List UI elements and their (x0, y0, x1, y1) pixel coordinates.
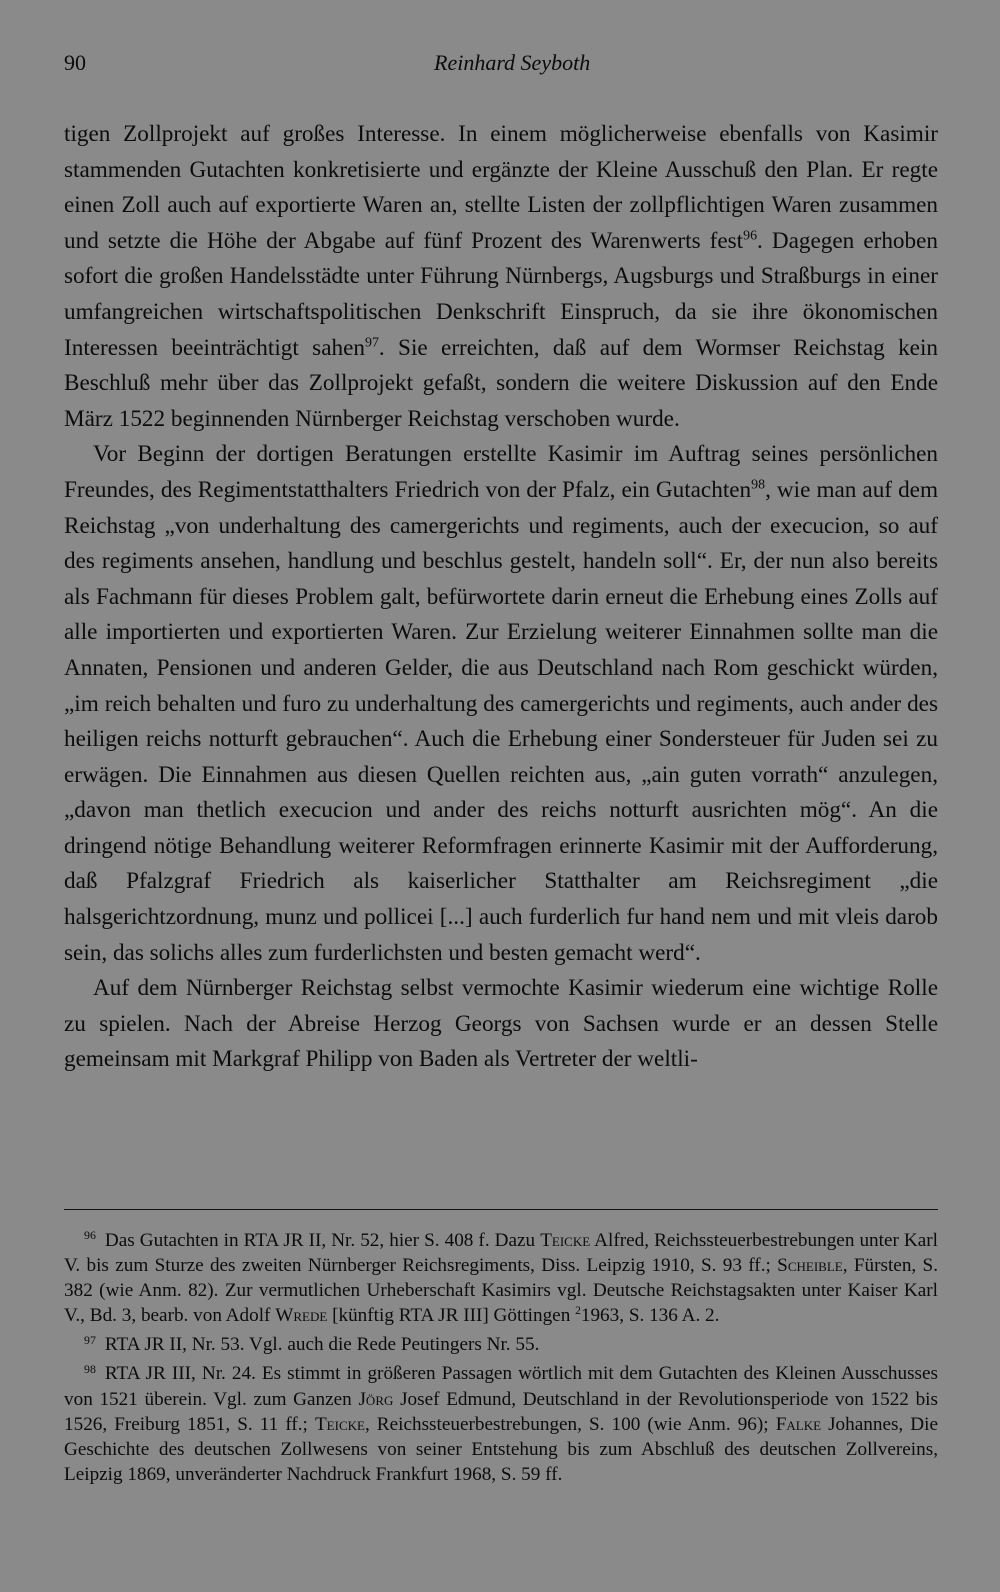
text-run: Josef Edmund, Deutschland in der Revolutionsperiode von 1522 bis 1526, Freiburg 1851, S. 11 ff.; (64, 1388, 938, 1435)
text-run: . Sie erreichten, daß auf dem Wormser Reichstag kein Beschluß mehr über das Zollprojekt gefaßt, sondern die weitere Diskussion auf den Ende März 1522 beginnenden Nürnberger Reichstag verschoben wurde. (64, 334, 938, 432)
footnote-number: 97 (84, 1332, 96, 1347)
text-run: 1963, S. 136 A. 2. (580, 1305, 720, 1327)
text-run: tigen Zollprojekt auf großes Interesse. In einem möglicherweise ebenfalls von Kasimir stammenden Gutachten konkretisierte und ergänzte der Kleine Ausschuß den Plan. Er regte einen Zoll auch auf exportierte Waren an, stellte Listen der zollpflichtigen Waren zusammen und setzte die Höhe der Abgabe auf fünf Prozent des Warenwerts fest (64, 121, 938, 254)
text-run: Alfred, Reichssteuerbestrebungen unter Karl V. bis zum Sturze des zweiten Nürnberger Reichsregiments, Diss. Leipzig 1910, S. 93 ff.; (64, 1230, 939, 1277)
footnote-number: 98 (84, 1361, 96, 1376)
text-run: , Fürsten, S. 382 (wie Anm. 82). Zur vermutlichen Urheberschaft Kasimirs vgl. Deutsche Reichstagsakten unter Kaiser Karl V., Bd. 3, bearb. von Adolf (64, 1255, 939, 1327)
page-number: 90 (64, 50, 86, 75)
footnote-reference: 96 (743, 228, 758, 244)
paragraph (64, 117, 938, 437)
footnote-reference: 98 (751, 477, 766, 493)
text-run: , wie man auf dem Reichstag „von underhaltung des camergerichts und regiments, auch der execucion, so auf des regiments ansehen, handlung und beschlus gestelt, handeln soll“. Er, der nun also bereits als Fachmann für dieses Problem galt, befürwortete darin erneut die Erhebung eines Zolls auf alle importierten und exportierten Waren. Zur Erzielung weiterer Einnahmen sollte man die Annaten, Pensionen und anderen Gelder, die aus Deutschland nach Rom geschickt würden, „im reich behalten und furo zu underhaltung des camergerichts und regiments, auch ander des heiligen reichs notturft gebrauchen“. Auch die Erhebung einer Sondersteuer für Juden sei zu erwägen. Die Einnahmen aus diesen Quellen reichten aus, „ain guten vorrath“ anzulegen, „davon man thetlich execucion und ander des reichs notturft ausrichten mög“. An die dringend nötige Behandlung weiterer Reformfragen erinnerte Kasimir mit der Aufforderung, daß Pfalzgraf Friedrich als kaiserlicher Statthalter am Reichsregiment „die halsgerichtzordnung, munz und pollicei [...] auch furderlich fur hand nem und mit vleis darob sein, das solichs alles zum furderlichsten und besten gemacht werd“. (64, 476, 938, 966)
text-run: [künftig RTA JR III] Göttingen (327, 1305, 576, 1327)
author-name: Jörg (358, 1388, 394, 1410)
footnote-reference: 97 (364, 335, 379, 351)
text-run: Das Gutachten in RTA JR II, Nr. 52, hier S. 408 f. Dazu (104, 1230, 541, 1251)
footnote-separator (64, 1209, 938, 1210)
footnote (64, 1332, 938, 1357)
footnote (64, 1361, 938, 1486)
author-name: Teicke (540, 1230, 591, 1251)
footnote (64, 1228, 938, 1328)
text-run: , Reichssteuerbestrebungen, S. 100 (wie Anm. 96); (364, 1413, 776, 1435)
footnote-number: 96 (84, 1228, 96, 1243)
author-name: Teicke (314, 1413, 365, 1435)
running-head: Reinhard Seyboth (434, 50, 591, 75)
footnote-reference: 2 (575, 1305, 581, 1318)
author-name: Wrede (275, 1305, 328, 1327)
paragraph (64, 437, 938, 971)
paragraph (64, 971, 938, 1078)
text-run: RTA JR III, Nr. 24. Es stimmt in größeren Passagen wörtlich mit dem Gutachten des Kleinen Ausschusses von 1521 überein. Vgl. zum Ganzen (64, 1363, 938, 1410)
text-run: Vor Beginn der dortigen Beratungen erstellte Kasimir im Auftrag seines persönlichen Freundes, des Regimentstatthalters Friedrich von der Pfalz, ein Gutachten (64, 441, 938, 503)
text-run: Johannes, Die Geschichte des deutschen Zollwesens von seiner Entstehung bis zum Abschluß des deutschen Zollvereins, Leipzig 1869, unveränderter Nachdruck Frankfurt 1968, S. 59 ff. (64, 1413, 938, 1485)
author-name: Falke (775, 1413, 822, 1435)
text-run: RTA JR II, Nr. 53. Vgl. auch die Rede Peutingers Nr. 55. (104, 1334, 540, 1356)
page-header (64, 50, 938, 84)
footnotes (64, 1228, 938, 1491)
body-text (64, 117, 938, 1078)
text-run: . Dagegen erhoben sofort die großen Handelsstädte unter Führung Nürnbergs, Augsburgs und Straßburgs in einer umfangreichen wirtschaftspolitischen Denkschrift Einspruch, da sie ihre ökonomischen Interessen beeinträchtigt sahen (64, 227, 938, 361)
text-run: Auf dem Nürnberger Reichstag selbst vermochte Kasimir wiederum eine wichtige Rolle zu spielen. Nach der Abreise Herzog Georgs von Sachsen wurde er an dessen Stelle gemeinsam mit Markgraf Philipp von Baden als Vertreter der weltli- (64, 975, 938, 1073)
author-name: Scheible (777, 1255, 843, 1277)
